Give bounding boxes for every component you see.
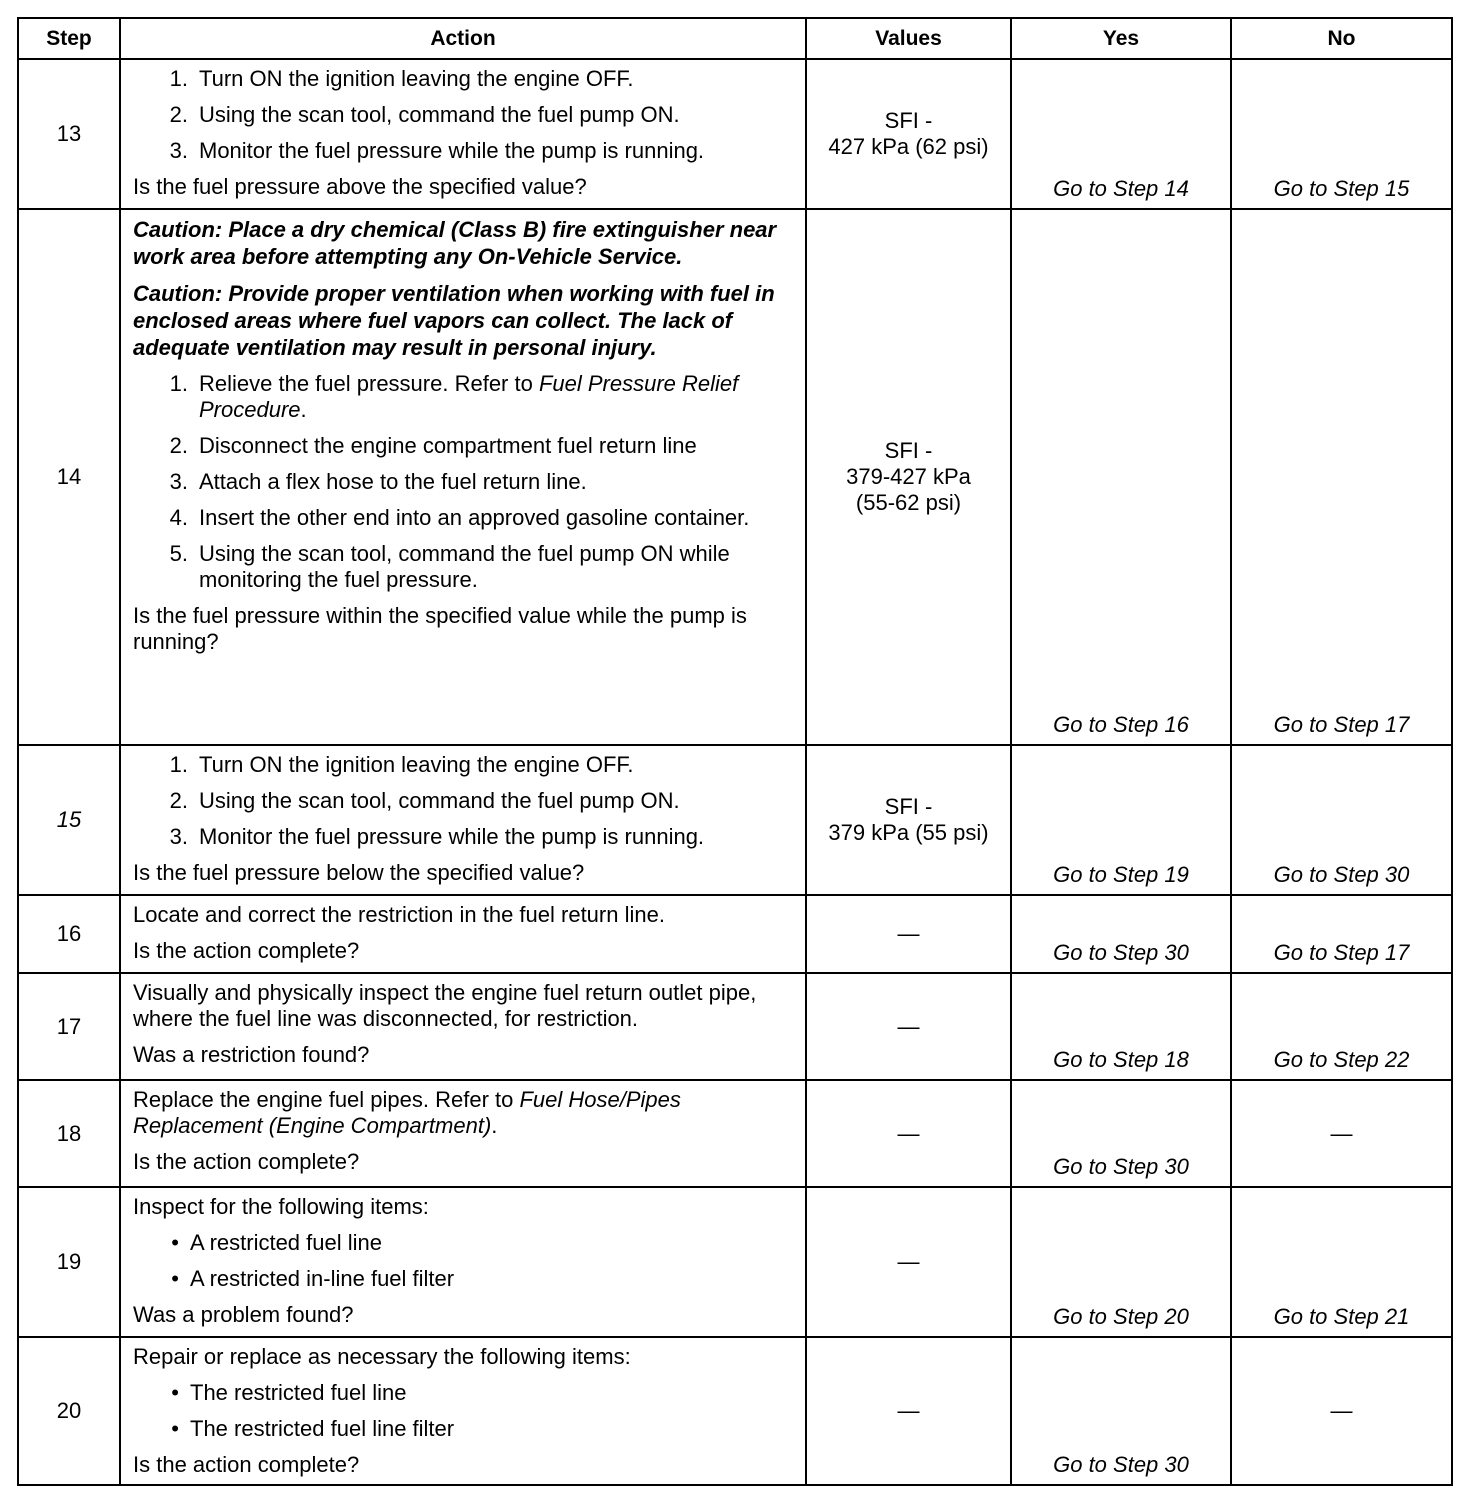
list-item: 2. Using the scan tool, command the fuel pump ON. — [169, 102, 680, 127]
action-cell — [120, 1187, 806, 1337]
header-no: No — [1231, 18, 1452, 59]
table-row — [18, 745, 1452, 895]
question: Is the action complete? — [133, 1149, 360, 1174]
no-cell: Go to Step 22 — [1231, 973, 1452, 1080]
list-item: • The restricted fuel line — [171, 1380, 407, 1405]
values-cell: SFI - 427 kPa (62 psi) — [806, 59, 1011, 209]
list-item: 3. Monitor the fuel pressure while the pump is running. — [169, 138, 705, 163]
header-action: Action — [120, 18, 806, 59]
step-number: 15 — [18, 745, 120, 895]
yes-cell: Go to Step 18 — [1011, 973, 1231, 1080]
action-cell — [120, 895, 806, 973]
action-cell — [120, 1080, 806, 1187]
yes-cell: Go to Step 16 — [1011, 209, 1231, 745]
no-cell: Go to Step 30 — [1231, 745, 1452, 895]
yes-cell: Go to Step 30 — [1011, 1080, 1231, 1187]
list-item: 2. Using the scan tool, command the fuel pump ON. — [169, 788, 680, 813]
list-item: 5. Using the scan tool, command the fuel pump ON while monitoring the fuel pressure. — [169, 541, 730, 592]
list-item: 1. Turn ON the ignition leaving the engine OFF. — [169, 752, 634, 777]
list-item: 4. Insert the other end into an approved gasoline container. — [169, 505, 750, 530]
caution-note: Caution: Provide proper ventilation when working with fuel in enclosed areas where fuel vapors can collect. The lack of adequate ventilation may result in personal injury. — [133, 281, 775, 360]
values-cell: — — [806, 1187, 1011, 1337]
question: Is the fuel pressure above the specified value? — [133, 174, 587, 199]
no-cell: — — [1231, 1080, 1452, 1187]
question: Was a restriction found? — [133, 1042, 370, 1067]
yes-cell: Go to Step 19 — [1011, 745, 1231, 895]
list-item: 3. Monitor the fuel pressure while the pump is running. — [169, 824, 705, 849]
list-item: • The restricted fuel line filter — [171, 1416, 455, 1441]
step-number: 17 — [18, 973, 120, 1080]
values-cell: — — [806, 1337, 1011, 1485]
no-cell: Go to Step 17 — [1231, 895, 1452, 973]
step-number: 13 — [18, 59, 120, 209]
list-item: • A restricted fuel line — [171, 1230, 382, 1255]
action-text: Repair or replace as necessary the following items: — [133, 1344, 631, 1369]
yes-cell: Go to Step 14 — [1011, 59, 1231, 209]
table-row — [18, 973, 1452, 1080]
values-cell: — — [806, 973, 1011, 1080]
header-values: Values — [806, 18, 1011, 59]
table-row — [18, 1080, 1452, 1187]
no-cell: Go to Step 15 — [1231, 59, 1452, 209]
action-cell — [120, 745, 806, 895]
action-cell — [120, 59, 806, 209]
no-cell: — — [1231, 1337, 1452, 1485]
procedure-reference: Fuel Pressure Relief Procedure — [199, 371, 739, 422]
values-cell: — — [806, 1080, 1011, 1187]
step-number: 18 — [18, 1080, 120, 1187]
action-text: Replace the engine fuel pipes. Refer to Fuel Hose/Pipes Replacement (Engine Compartment). — [133, 1087, 681, 1138]
table-row — [18, 209, 1452, 745]
question: Is the fuel pressure within the specified value while the pump is running? — [133, 603, 747, 654]
values-cell: SFI - 379-427 kPa (55-62 psi) — [806, 209, 1011, 745]
action-text: Inspect for the following items: — [133, 1194, 429, 1219]
list-item: 1. Turn ON the ignition leaving the engine OFF. — [169, 66, 634, 91]
header-step: Step — [18, 18, 120, 59]
action-cell — [120, 209, 806, 745]
action-cell — [120, 1337, 806, 1485]
question: Is the fuel pressure below the specified value? — [133, 860, 585, 885]
step-number: 14 — [18, 209, 120, 745]
list-item: • A restricted in-line fuel filter — [171, 1266, 455, 1291]
values-cell: — — [806, 895, 1011, 973]
question: Was a problem found? — [133, 1302, 354, 1327]
list-item: 2. Disconnect the engine compartment fuel return line — [169, 433, 697, 458]
table-row — [18, 1337, 1452, 1485]
caution-note: Caution: Place a dry chemical (Class B) fire extinguisher near work area before attempting any On-Vehicle Service. — [133, 217, 777, 269]
list-item: 3. Attach a flex hose to the fuel return line. — [169, 469, 587, 494]
table-row — [18, 895, 1452, 973]
yes-cell: Go to Step 30 — [1011, 895, 1231, 973]
no-cell: Go to Step 21 — [1231, 1187, 1452, 1337]
procedure-reference: Fuel Hose/Pipes Replacement (Engine Compartment) — [133, 1087, 681, 1138]
list-item: 1. Relieve the fuel pressure. Refer to Fuel Pressure Relief Procedure. — [169, 371, 739, 422]
step-number: 20 — [18, 1337, 120, 1485]
no-cell: Go to Step 17 — [1231, 209, 1452, 745]
action-text: Locate and correct the restriction in the fuel return line. — [133, 902, 665, 927]
yes-cell: Go to Step 20 — [1011, 1187, 1231, 1337]
header-yes: Yes — [1011, 18, 1231, 59]
header-row — [18, 18, 1452, 59]
yes-cell: Go to Step 30 — [1011, 1337, 1231, 1485]
diagnostic-steps-table — [17, 17, 1453, 1486]
table-row — [18, 59, 1452, 209]
table-row — [18, 1187, 1452, 1337]
action-text: Visually and physically inspect the engine fuel return outlet pipe, where the fuel line was disconnected, for restriction. — [133, 980, 757, 1031]
question: Is the action complete? — [133, 938, 360, 963]
values-cell: SFI - 379 kPa (55 psi) — [806, 745, 1011, 895]
action-cell — [120, 973, 806, 1080]
step-number: 16 — [18, 895, 120, 973]
step-number: 19 — [18, 1187, 120, 1337]
question: Is the action complete? — [133, 1452, 360, 1477]
